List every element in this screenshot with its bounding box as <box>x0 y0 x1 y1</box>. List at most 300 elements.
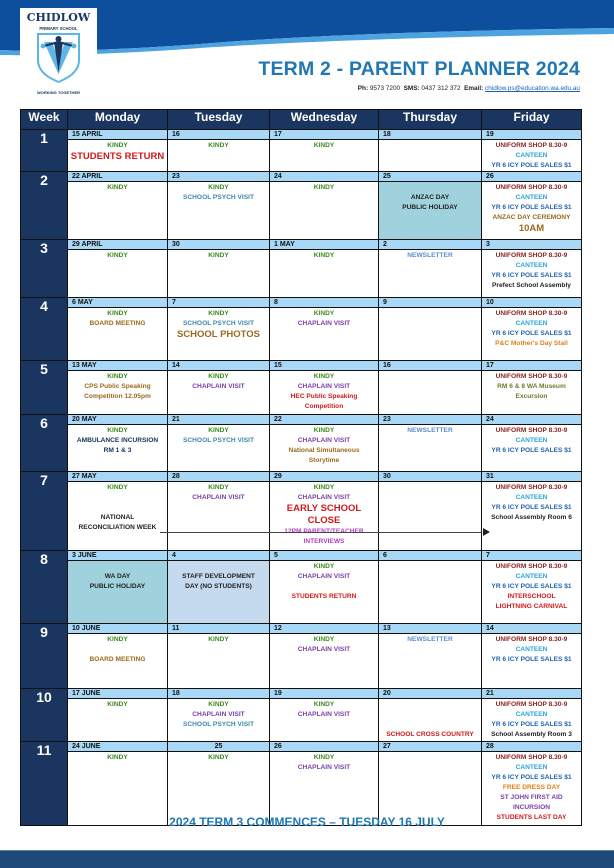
day-events <box>270 699 378 741</box>
week-row <box>21 130 582 172</box>
date-label: 29 APRIL <box>68 240 167 250</box>
sms-number: 0437 312 372 <box>421 85 461 92</box>
day-cell-wednesday <box>270 472 379 551</box>
date-label: 17 <box>482 361 581 371</box>
event-item: KINDY <box>313 373 335 380</box>
event-item: School Assembly Room 3 <box>491 731 572 738</box>
week-number: 8 <box>21 551 68 624</box>
day-events <box>68 425 167 471</box>
date-label: 28 <box>168 472 269 482</box>
day-cell-wednesday <box>270 551 379 624</box>
date-label: 19 <box>270 689 378 699</box>
event-item: KINDY <box>107 701 128 708</box>
event-item: YR 6 ICY POLE SALES $1 <box>491 504 572 511</box>
event-item: CHAPLAIN VISIT <box>192 711 245 718</box>
event-item: KINDY <box>313 142 335 149</box>
event-item: PUBLIC HOLIDAY <box>402 204 458 211</box>
event-item: KINDY <box>313 563 335 570</box>
event-item: YR 6 ICY POLE SALES $1 <box>491 330 572 337</box>
event-item: CHAPLAIN VISIT <box>297 437 351 444</box>
day-events <box>482 634 581 688</box>
event-item <box>68 503 167 513</box>
event-item: WA DAY <box>104 573 131 580</box>
date-label: 28 <box>482 742 581 752</box>
date-label: 21 <box>168 415 269 425</box>
event-item: SCHOOL PSYCH VISIT <box>183 194 254 201</box>
day-events <box>270 250 378 297</box>
date-label: 22 APRIL <box>68 172 167 182</box>
event-item: INCURSION <box>513 804 550 811</box>
day-events <box>270 182 378 239</box>
column-header-thursday: Thursday <box>379 110 482 130</box>
date-label: 19 <box>482 130 581 140</box>
event-item: CHAPLAIN VISIT <box>297 383 351 390</box>
day-events <box>379 140 481 171</box>
day-cell-wednesday <box>270 240 379 298</box>
week-row <box>21 361 582 415</box>
event-item <box>68 645 167 655</box>
day-cell-thursday <box>379 415 482 472</box>
day-cell-tuesday <box>168 742 270 826</box>
week-row <box>21 689 582 742</box>
week-number: 1 <box>21 130 68 172</box>
day-events <box>379 182 481 239</box>
event-item: UNIFORM SHOP 8.30-9 <box>495 142 568 149</box>
date-label: 10 <box>482 298 581 308</box>
date-label: 31 <box>482 472 581 482</box>
day-events <box>270 308 378 360</box>
event-item: CANTEEN <box>515 764 548 771</box>
date-label: 4 <box>168 551 269 561</box>
event-item: DAY (NO STUDENTS) <box>185 583 252 590</box>
email-link[interactable]: chidlow.ps@education.wa.edu.au <box>485 85 580 92</box>
date-label: 26 <box>482 172 581 182</box>
event-item: KINDY <box>208 310 229 317</box>
week-row <box>21 472 582 551</box>
day-events <box>68 308 167 360</box>
day-cell-monday <box>68 240 168 298</box>
planner-body <box>21 130 582 826</box>
event-item: KINDY <box>208 184 229 191</box>
event-item: CHAPLAIN VISIT <box>192 383 245 390</box>
day-cell-friday <box>482 415 582 472</box>
day-cell-monday <box>68 415 168 472</box>
event-item: AMBULANCE INCURSION <box>76 437 159 444</box>
date-label: 22 <box>270 415 378 425</box>
day-cell-thursday <box>379 240 482 298</box>
date-label: 16 <box>379 361 481 371</box>
event-item: YR 6 ICY POLE SALES $1 <box>491 447 572 454</box>
day-events <box>168 482 269 550</box>
day-events <box>168 425 269 471</box>
event-item: KINDY <box>107 310 128 317</box>
event-item <box>168 562 269 572</box>
event-item: KINDY <box>107 184 128 191</box>
date-label: 2 <box>379 240 481 250</box>
event-item: YR 6 ICY POLE SALES $1 <box>491 656 572 663</box>
day-cell-wednesday <box>270 742 379 826</box>
event-item: CHAPLAIN VISIT <box>192 494 245 501</box>
event-item: KINDY <box>208 636 229 643</box>
event-item: UNIFORM SHOP 8.30-9 <box>495 310 568 317</box>
event-item: Excursion <box>515 393 548 400</box>
day-events <box>379 308 481 360</box>
day-events <box>168 182 269 239</box>
term-planner-table <box>20 109 582 826</box>
date-label: 15 APRIL <box>68 130 167 140</box>
day-cell-friday <box>482 689 582 742</box>
date-label: 7 <box>168 298 269 308</box>
day-cell-monday <box>68 689 168 742</box>
day-cell-monday <box>68 742 168 826</box>
day-events <box>68 699 167 741</box>
date-label: 9 <box>379 298 481 308</box>
event-item: KINDY <box>208 427 229 434</box>
week-number: 3 <box>21 240 68 298</box>
date-label: 13 <box>379 624 481 634</box>
event-item: KINDY <box>313 427 335 434</box>
event-item: RECONCILIATION WEEK <box>78 524 157 531</box>
day-cell-thursday <box>379 689 482 742</box>
date-label: 30 <box>168 240 269 250</box>
day-cell-tuesday <box>168 361 270 415</box>
date-label: 26 <box>270 742 378 752</box>
event-item: UNIFORM SHOP 8.30-9 <box>495 252 568 259</box>
reconciliation-week-arrow-line <box>160 532 482 533</box>
event-item: CANTEEN <box>515 194 548 201</box>
day-events <box>379 634 481 688</box>
day-cell-thursday <box>379 130 482 172</box>
day-cell-wednesday <box>270 689 379 742</box>
day-events <box>270 482 378 550</box>
date-label: 18 <box>379 130 481 140</box>
event-item: CANTEEN <box>515 320 548 327</box>
event-item: KINDY <box>313 310 335 317</box>
day-cell-friday <box>482 472 582 551</box>
day-cell-tuesday <box>168 472 270 551</box>
date-label: 13 MAY <box>68 361 167 371</box>
event-item: ST JOHN FIRST AID <box>500 794 563 801</box>
phone-label: Ph: <box>357 85 369 92</box>
event-item: KINDY <box>208 484 229 491</box>
footer-band <box>0 850 614 868</box>
day-events <box>168 371 269 414</box>
page-title: TERM 2 - PARENT PLANNER 2024 <box>258 58 580 80</box>
event-item: PUBLIC HOLIDAY <box>89 583 146 590</box>
event-item: STUDENTS RETURN <box>70 151 165 162</box>
event-item: EARLY SCHOOL CLOSE <box>286 503 362 526</box>
event-item: 10AM <box>518 223 545 234</box>
column-header-friday: Friday <box>482 110 582 130</box>
day-events <box>168 699 269 741</box>
event-item: YR 6 ICY POLE SALES $1 <box>491 721 572 728</box>
event-item: STUDENTS LAST DAY <box>496 814 567 821</box>
event-item: CHAPLAIN VISIT <box>297 320 351 327</box>
day-events <box>379 425 481 471</box>
event-item: CHAPLAIN VISIT <box>297 573 351 580</box>
date-label: 17 JUNE <box>68 689 167 699</box>
school-logo <box>20 8 97 102</box>
event-item: KINDY <box>107 484 128 491</box>
date-label: 7 <box>482 551 581 561</box>
week-row <box>21 240 582 298</box>
day-events <box>482 140 581 171</box>
event-item: CHAPLAIN VISIT <box>297 494 351 501</box>
event-item: RM 6 & 8 WA Museum <box>497 383 566 390</box>
event-item: UNIFORM SHOP 8.30-9 <box>495 636 568 643</box>
day-events <box>482 425 581 471</box>
column-header-monday: Monday <box>68 110 168 130</box>
event-item <box>68 493 167 503</box>
day-events <box>270 425 378 471</box>
day-events <box>270 561 378 623</box>
date-label: 24 JUNE <box>68 742 167 752</box>
event-item: KINDY <box>208 142 229 149</box>
week-number: 7 <box>21 472 68 551</box>
event-item: UNIFORM SHOP 8.30-9 <box>495 484 568 491</box>
day-events <box>68 182 167 239</box>
term3-start-note: 2024 TERM 3 COMMENCES – TUESDAY 16 JULY <box>169 815 445 829</box>
event-item: UNIFORM SHOP 8.30-9 <box>495 184 568 191</box>
day-events <box>270 371 378 414</box>
school-motto: WORKING TOGETHER <box>36 90 81 95</box>
week-number: 9 <box>21 624 68 689</box>
event-item: KINDY <box>313 252 335 259</box>
date-label: 14 <box>482 624 581 634</box>
week-row <box>21 551 582 624</box>
event-item: KINDY <box>107 636 128 643</box>
school-subname: PRIMARY SCHOOL <box>39 26 78 31</box>
event-item <box>270 582 378 592</box>
day-cell-friday <box>482 742 582 826</box>
event-item: CANTEEN <box>515 573 548 580</box>
week-number: 2 <box>21 172 68 240</box>
school-name: CHIDLOW <box>26 11 91 24</box>
day-cell-friday <box>482 298 582 361</box>
event-item <box>379 710 481 720</box>
day-events <box>168 140 269 171</box>
day-events <box>68 482 167 550</box>
day-events <box>482 308 581 360</box>
date-label: 23 <box>168 172 269 182</box>
date-label: 15 <box>270 361 378 371</box>
day-cell-tuesday <box>168 624 270 689</box>
event-item: INTERVIEWS <box>303 538 345 545</box>
week-row <box>21 742 582 826</box>
event-item: NEWSLETTER <box>407 636 453 643</box>
day-cell-friday <box>482 361 582 415</box>
event-item <box>379 183 481 193</box>
event-item: NATIONAL <box>100 514 135 521</box>
event-item: YR 6 ICY POLE SALES $1 <box>491 162 572 169</box>
event-item: BOARD MEETING <box>89 656 146 663</box>
week-number: 11 <box>21 742 68 826</box>
event-item: YR 6 ICY POLE SALES $1 <box>491 204 572 211</box>
day-events <box>68 561 167 623</box>
date-label: 18 <box>168 689 269 699</box>
date-label: 25 <box>379 172 481 182</box>
day-cell-monday <box>68 361 168 415</box>
event-item: KINDY <box>313 754 335 761</box>
date-label: 12 <box>270 624 378 634</box>
event-item: P&C Mother's Day Stall <box>495 340 568 347</box>
date-label: 25 <box>168 742 269 752</box>
event-item: UNIFORM SHOP 8.30-9 <box>495 373 568 380</box>
event-item: KINDY <box>313 636 335 643</box>
event-item: KINDY <box>208 754 229 761</box>
event-item: School Assembly Room 6 <box>491 514 572 521</box>
week-row <box>21 172 582 240</box>
event-item: CHAPLAIN VISIT <box>297 711 351 718</box>
day-cell-monday <box>68 551 168 624</box>
day-cell-tuesday <box>168 689 270 742</box>
day-events <box>379 371 481 414</box>
day-cell-friday <box>482 624 582 689</box>
day-events <box>68 371 167 414</box>
event-item: CANTEEN <box>515 494 548 501</box>
date-label: 17 <box>270 130 378 140</box>
day-events <box>482 561 581 623</box>
event-item: KINDY <box>107 427 128 434</box>
event-item: Competition 12.05pm <box>84 393 151 400</box>
event-item: KINDY <box>208 701 229 708</box>
event-item: ANZAC DAY CEREMONY <box>492 214 571 221</box>
event-item: CHAPLAIN VISIT <box>297 646 351 653</box>
date-label: 20 MAY <box>68 415 167 425</box>
day-cell-thursday <box>379 361 482 415</box>
day-cell-monday <box>68 624 168 689</box>
event-item: SCHOOL PHOTOS <box>176 329 261 340</box>
date-label: 8 <box>270 298 378 308</box>
event-item: ANZAC DAY <box>410 194 450 201</box>
event-item: Prefect School Assembly <box>492 282 571 289</box>
event-item: National Simultaneous <box>288 447 360 454</box>
event-item: CPS Public Speaking <box>84 383 151 390</box>
event-item: HEC Public Speaking <box>290 393 358 400</box>
event-item: KINDY <box>107 754 128 761</box>
event-item: KINDY <box>313 484 335 491</box>
date-label: 1 MAY <box>270 240 378 250</box>
event-item: KINDY <box>208 252 229 259</box>
day-cell-wednesday <box>270 415 379 472</box>
day-events <box>379 699 481 741</box>
week-row <box>21 298 582 361</box>
day-cell-tuesday <box>168 130 270 172</box>
event-item: NEWSLETTER <box>407 252 453 259</box>
column-header-wednesday: Wednesday <box>270 110 379 130</box>
day-cell-thursday <box>379 472 482 551</box>
event-item <box>379 700 481 710</box>
event-item: Competition <box>304 403 344 410</box>
day-events <box>270 634 378 688</box>
column-header-tuesday: Tuesday <box>168 110 270 130</box>
day-cell-friday <box>482 172 582 240</box>
event-item: STUDENTS RETURN <box>291 593 357 600</box>
week-row <box>21 624 582 689</box>
event-item: YR 6 ICY POLE SALES $1 <box>491 583 572 590</box>
day-cell-thursday <box>379 624 482 689</box>
date-label: 10 JUNE <box>68 624 167 634</box>
event-item: INTERSCHOOL <box>507 593 556 600</box>
event-item: STAFF DEVELOPMENT <box>182 573 255 580</box>
day-events <box>482 699 581 741</box>
date-label: 6 MAY <box>68 298 167 308</box>
event-item: RM 1 & 3 <box>103 447 132 454</box>
header-row <box>21 110 582 130</box>
day-cell-tuesday <box>168 240 270 298</box>
day-cell-thursday <box>379 298 482 361</box>
event-item: KINDY <box>107 373 128 380</box>
event-item: NEWSLETTER <box>407 427 453 434</box>
event-item: KINDY <box>107 142 128 149</box>
event-item: KINDY <box>208 373 229 380</box>
event-item: CANTEEN <box>515 152 548 159</box>
day-events <box>168 308 269 360</box>
date-label: 24 <box>482 415 581 425</box>
day-events <box>482 182 581 239</box>
event-item: KINDY <box>313 701 335 708</box>
day-events <box>482 371 581 414</box>
day-cell-wednesday <box>270 172 379 240</box>
date-label: 14 <box>168 361 269 371</box>
day-cell-thursday <box>379 172 482 240</box>
day-cell-friday <box>482 240 582 298</box>
day-cell-monday <box>68 298 168 361</box>
week-number: 6 <box>21 415 68 472</box>
event-item: CANTEEN <box>515 711 548 718</box>
day-events <box>168 634 269 688</box>
day-cell-wednesday <box>270 130 379 172</box>
week-number: 10 <box>21 689 68 742</box>
contact-line <box>358 85 580 92</box>
date-label: 5 <box>270 551 378 561</box>
event-item: CHAPLAIN VISIT <box>297 764 351 771</box>
event-item: LIGHTNING CARNIVAL <box>495 603 568 610</box>
arrow-head-icon <box>483 528 490 536</box>
event-item: KINDY <box>107 252 128 259</box>
date-label: 30 <box>379 472 481 482</box>
event-item: SCHOOL PSYCH VISIT <box>183 721 254 728</box>
day-events <box>270 140 378 171</box>
day-cell-tuesday <box>168 415 270 472</box>
day-cell-thursday <box>379 551 482 624</box>
day-events <box>168 561 269 623</box>
day-cell-monday <box>68 130 168 172</box>
phone-number: 9573 7200 <box>369 85 401 92</box>
day-cell-thursday <box>379 742 482 826</box>
date-label: 27 MAY <box>68 472 167 482</box>
day-events <box>482 250 581 297</box>
day-events <box>379 250 481 297</box>
email-label: Email: <box>464 85 484 92</box>
day-cell-tuesday <box>168 172 270 240</box>
day-cell-tuesday <box>168 551 270 624</box>
date-label: 20 <box>379 689 481 699</box>
event-item <box>68 562 167 572</box>
day-cell-tuesday <box>168 298 270 361</box>
event-item: YR 6 ICY POLE SALES $1 <box>491 774 572 781</box>
day-events <box>68 250 167 297</box>
event-item: SCHOOL PSYCH VISIT <box>183 437 254 444</box>
day-events <box>482 482 581 550</box>
day-cell-wednesday <box>270 361 379 415</box>
day-events <box>379 561 481 623</box>
event-item: CANTEEN <box>515 646 548 653</box>
date-label: 3 <box>482 240 581 250</box>
event-item: BOARD MEETING <box>89 320 146 327</box>
event-item: UNIFORM SHOP 8.30-9 <box>495 701 568 708</box>
event-item: CANTEEN <box>515 262 548 269</box>
